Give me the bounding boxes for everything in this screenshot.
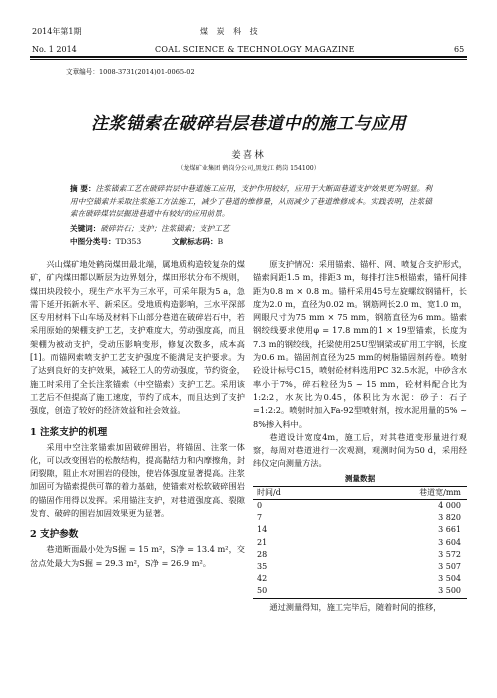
table-row	[253, 512, 467, 524]
author-affiliation: （龙煤矿业集团 鹤岗分公司,黑龙江 鹤岗 154100）	[177, 165, 320, 172]
section-2-text: 巷道断面最小处为S掘 = 15 m²，S净 = 13.4 m²，交岔点处最大为S掘 = 29.3 m²，S净 = 26.9 m²。	[30, 544, 245, 568]
table-row	[253, 537, 467, 549]
table-cell: 14	[257, 525, 268, 535]
abstract-label: 摘 要：	[70, 184, 96, 193]
table-row	[253, 561, 467, 573]
left-column	[30, 258, 245, 570]
table-cell: 28	[257, 549, 268, 559]
issue-label: 2014年第1期	[32, 27, 82, 36]
page-number: 65	[454, 45, 465, 54]
issue-number: No. 1 2014	[32, 45, 77, 54]
header-rule	[30, 56, 467, 58]
table-cell: 3 572	[438, 549, 461, 559]
table-row	[253, 585, 467, 598]
right-column	[253, 258, 467, 614]
table-cell: 3 507	[438, 561, 461, 571]
journal-title-cn: 煤 炭 科 技	[200, 27, 261, 36]
table-cell: 4 000	[438, 500, 461, 510]
table-header-row	[253, 486, 467, 499]
classification	[70, 236, 223, 247]
class-label: 中图分类号：	[70, 237, 116, 246]
measurement-table	[253, 486, 467, 599]
class-value: TD353	[115, 237, 142, 246]
doc-value: B	[217, 237, 224, 246]
table-title: 测量数据	[344, 473, 376, 483]
table-cell: 50	[257, 586, 268, 596]
keywords	[70, 223, 229, 234]
section-2-heading: 2 支护参数	[30, 529, 79, 541]
table-row	[253, 549, 467, 561]
table-cell: 3 604	[438, 537, 461, 547]
keywords-label: 关键词：	[70, 224, 101, 233]
table-cell: 42	[257, 574, 268, 584]
header-rule-thin	[30, 59, 467, 60]
table-cell: 21	[257, 537, 268, 547]
table-header-cell: 巷道宽/mm	[419, 487, 461, 497]
table-row	[253, 499, 467, 512]
abstract	[70, 183, 432, 221]
abstract-text: 注浆锚索工艺在破碎岩层中巷道施工应用，支护作用较好，应用于大断面巷道支护效果更为明显。利用中空锚索并采取注浆施工方法施工，减少了巷道的维修量，从而减少了巷道维修成本。实践表明，注浆锚索在破碎煤岩层掘进巷道中有较好的应用前景。	[70, 184, 432, 219]
article-number: 文章编号：1008-3731(2014)01-0065-02	[66, 68, 195, 76]
table-cell: 35	[257, 561, 268, 571]
journal-title-en: COAL SCIENCE & TECHNOLOGY MAGAZINE	[155, 45, 355, 54]
article-title: 注浆锚索在破碎岩层巷道中的施工与应用	[91, 114, 406, 134]
table-cell: 7	[257, 513, 263, 523]
table-cell: 3 661	[438, 525, 461, 535]
table-row	[253, 524, 467, 536]
table-cell: 3 504	[438, 574, 461, 584]
table-cell: 3 500	[438, 586, 461, 596]
conclusion-paragraph: 通过测量得知，施工完毕后，随着时间的推移，	[269, 601, 442, 612]
keywords-text: 破碎岩石；支护；注浆锚索；支护工艺	[100, 224, 230, 233]
section-1-text: 采用中空注浆锚索加固破碎围岩，将锚固、注浆一体化，可以改变围岩的松散结构，提高黏结力和内摩擦角，封闭裂隙，阻止水对围岩的侵蚀，使岩体强度显著提高。注浆加固可为锚索提供可靠的着力基础，使锚索对松软破碎围岩的锚固作用得以发挥。采用锚注支护，对巷道强度高、裂隙发育、破碎的围岩加固效果更为显著。	[30, 441, 245, 519]
table-row	[253, 573, 467, 585]
intro-paragraph: 兴山煤矿地处鹤岗煤田最北端，属地质构造较复杂的煤矿，矿内煤田都以断层为边界划分，煤田形状分布不规则，煤田块段较小，现生产水平为三水平，可采年限为5 a，急需下延开拓新水平、新采区。受地质构造影响，三水平深部区专用材料下山车场及材料下山部分巷道在破碎岩石中，若采用原始的架棚支护工艺，支护难度大，劳动强度高，而且架棚为被动支护，受动压影响变形，修复次数多，成本高[1]。而锚网索喷支护工艺支护强度不能满足支护要求。为了达到良好的支护效果，减轻工人的劳动强度，节约资金，施工时采用了全长注浆锚索（中空锚索）支护工艺。采用该工艺后不但提高了施工速度，节约了成本，而且达到了支护强度，创造了较好的经济效益和社会效益。	[30, 259, 245, 416]
author-name: 姜喜林	[231, 150, 266, 161]
table-cell: 0	[257, 500, 263, 510]
observation-paragraph: 巷道设计宽度4m，施工后，对其巷道变形量进行观察，每周对巷道进行一次观测，观测时间为50 d，采用经纬仪定向测量方法。	[253, 431, 467, 469]
doc-label: 文献标志码：	[172, 237, 218, 246]
table-header-cell: 时间/d	[257, 487, 281, 497]
table-cell: 3 820	[438, 513, 461, 523]
support-paragraph: 原支护情况：采用锚索、锚杆、网、喷复合支护形式，锚索间距1.5 m，排距3 m，每排打注5根锚索，锚杆间排距为0.8 m × 0.8 m。锚杆采用45号左旋螺纹钢锚杆，长度为2.0 m，直径为0.02 m。钢筋网长2.0 m、宽1.0 m，网眼尺寸为75 mm × 75 mm，钢筋直径为6 mm。锚索钢绞线要求使用φ = 17.8 mm的1 × 19型锚索，长度为7.3 m的钢绞线，托梁使用25U型钢梁或矿用工字钢，长度为0.6 m。锚固剂直径为25 mm的树脂锚固剂药卷。喷射砼设计标号C15，喷射砼材料选用PC 32.5水泥，中砂含水率小于7%，碎石粒径为5 ~ 15 mm，砼材料配合比为1:2:2，水灰比为0.45，体积比为水泥：砂子：石子=1:2:2。喷射时加入Fa-92型喷射剂，按水泥用量的5% ~ 8%掺入料中。	[253, 259, 467, 429]
section-1-heading: 1 注浆支护的机理	[30, 426, 108, 438]
